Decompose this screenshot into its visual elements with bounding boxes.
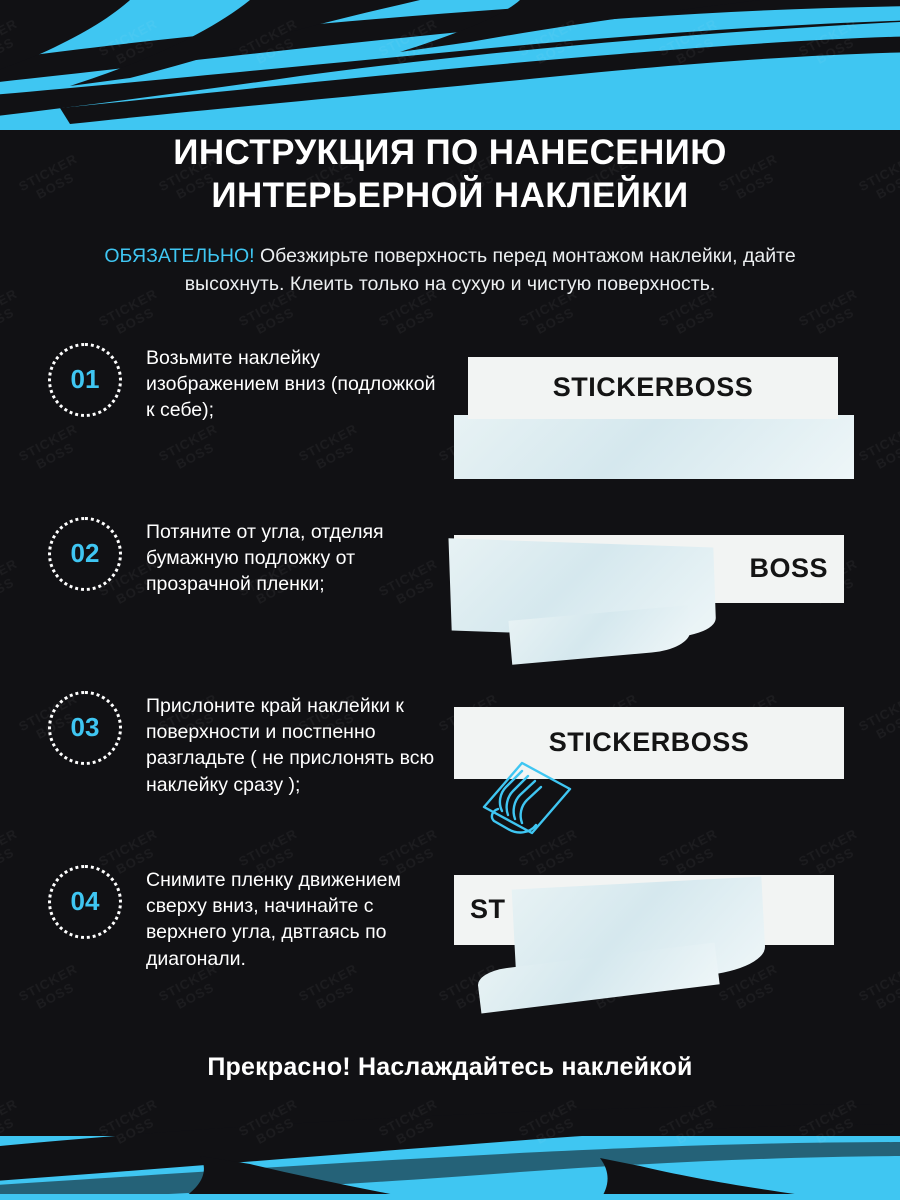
list-item xyxy=(44,865,856,1035)
title-line-2: ИНТЕРЬЕРНОЙ НАКЛЕЙКИ xyxy=(211,175,689,215)
watermark-text xyxy=(517,1097,588,1153)
page-title xyxy=(44,132,856,217)
bottom-brush-band xyxy=(0,1090,900,1200)
sticker-word: STICKERBOSS xyxy=(552,372,754,403)
sticker-face xyxy=(468,357,838,419)
steps-list xyxy=(44,343,856,1035)
closing-message: Прекрасно! Наслаждайтесь наклейкой xyxy=(207,1052,693,1081)
watermark-text xyxy=(97,17,168,73)
lead-rest: Обезжирьте поверхность перед монтажом наклейки, дайте высохнуть. Клеить только на сухую и чистую поверхность. xyxy=(184,245,796,296)
lead-accent: ОБЯЗАТЕЛЬНО! xyxy=(104,245,255,268)
step-number-badge: 04 xyxy=(48,865,122,939)
watermark-text xyxy=(517,17,588,73)
step-illustration-1 xyxy=(454,343,856,513)
watermark-text xyxy=(377,1097,448,1153)
sticker-word: BOSS xyxy=(749,553,828,584)
sticker-word: ST xyxy=(470,894,506,925)
step-number-badge: 01 xyxy=(48,343,122,417)
step-illustration-3 xyxy=(454,691,856,861)
sticker-word: STICKERBOSS xyxy=(548,727,750,758)
sticker-backing xyxy=(454,415,854,479)
watermark-text xyxy=(237,17,308,73)
poster-content xyxy=(0,132,900,1082)
lead-paragraph xyxy=(65,243,835,298)
watermark-text xyxy=(657,17,728,73)
step-text: Потяните от угла, отделяя бумажную подложку от прозрачной пленки; xyxy=(146,520,384,596)
watermark-text xyxy=(237,1097,308,1153)
watermark-text xyxy=(797,17,868,73)
step-number-badge: 03 xyxy=(48,691,122,765)
watermark-text xyxy=(377,17,448,73)
list-item xyxy=(44,691,856,861)
step-illustration-2 xyxy=(454,517,856,687)
hand-icon xyxy=(478,749,574,835)
step-text: Возьмите наклейку изображением вниз (подложкой к себе); xyxy=(146,346,436,422)
watermark-text xyxy=(797,1097,868,1153)
watermark-text xyxy=(0,1097,27,1153)
top-brush-band xyxy=(0,0,900,130)
step-number-badge: 02 xyxy=(48,517,122,591)
step-text: Прислоните край наклейки к поверхности и постпенно разгладьте ( не прислонять всю наклейку сразу ); xyxy=(146,694,435,796)
step-text: Снимите пленку движением сверху вниз, начинайте с верхнего угла, двтгаясь по диагонали. xyxy=(146,868,401,970)
watermark-text xyxy=(657,1097,728,1153)
list-item xyxy=(44,343,856,513)
title-line-1: ИНСТРУКЦИЯ ПО НАНЕСЕНИЮ xyxy=(173,133,727,172)
watermark-text xyxy=(97,1097,168,1153)
list-item xyxy=(44,517,856,687)
watermark-text xyxy=(0,17,27,73)
step-illustration-4 xyxy=(454,865,856,1035)
